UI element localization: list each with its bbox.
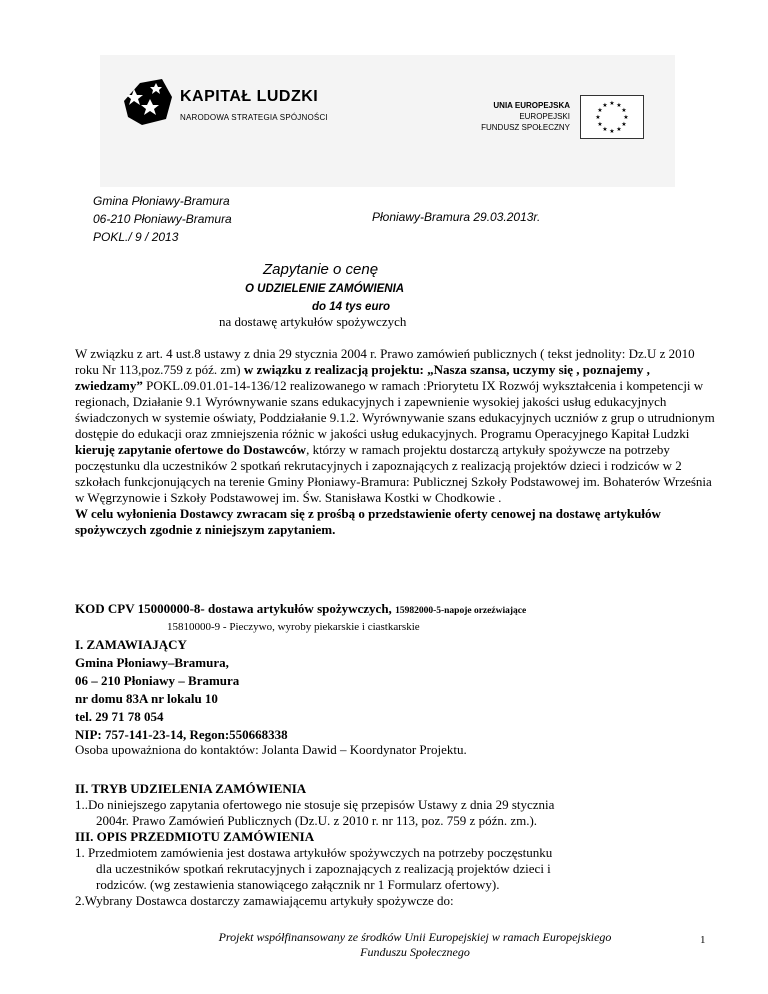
eu-flag-icon <box>580 95 644 139</box>
cpv-bakery: 15810000-9 - Pieczywo, wyroby piekarskie i ciastkarskie <box>167 621 420 633</box>
section2-heading: II. TRYB UDZIELENIA ZAMÓWIENIA <box>75 781 307 796</box>
sender-block <box>93 192 232 246</box>
svg-text:★: ★ <box>597 121 603 128</box>
body-text-1: W związku z art. 4 ust.8 ustawy z dnia 29 stycznia 2004 r. Prawo zamówień publicznych ( tekst jednolity: Dz.U z 2010 roku Nr 113,poz.759 z póź. zm) <box>75 346 695 377</box>
svg-text:★: ★ <box>597 107 603 114</box>
page-number: 1 <box>700 934 706 946</box>
title-sub1: O UDZIELENIE ZAMÓWIENIA <box>245 283 405 295</box>
title-sub3: na dostawę artykułów spożywczych <box>219 314 407 329</box>
body-request: kieruję zapytanie ofertowe do Dostawców <box>75 442 307 457</box>
section2-text1: 1..Do niniejszego zapytania ofertowego nie stosuje się przepisów Ustawy z dnia 29 stycznia <box>75 797 555 812</box>
svg-text:★: ★ <box>609 128 615 135</box>
svg-text:★: ★ <box>602 102 608 109</box>
body-text-3: , którzy w ramach projektu dostarczą artykuły spożywcze na potrzeby poczęstunku dla uczestników 2 spotkań rekrutacyjnych i zapoznających z realizacją projektów dzieci i rodziców w 2 szkołach funkcjonujących na terenie Gminy Płoniawy-Bramura: Publicznej Szkoły Podstawowej im. Bohaterów Września w Węgrzynowie i Szkoły Podstawowej im. Św. Stanisława Kostki w Chodkowie . <box>75 442 712 505</box>
section3-text1: 1. Przedmiotem zamówienia jest dostawa artykułów spożywczych na potrzeby poczęstunku <box>75 845 553 860</box>
body-text-2: POKL.09.01.01-14-136/12 realizowanego w ramach :Priorytetu IX Rozwój wykształcenia i kompetencji w regionach, Działanie 9.1 Wyrównywanie szans edukacyjnych i zapewnienie wysokiej jakości usług edukacyjnych świadczonych w systemie oświaty, Poddziałanie 9.1.2. Wyrównywanie szans edukacyjnych uczniów z grup o utrudnionym dostępie do edukacji oraz zmniejszenia różnic w jakości usług edukacyjnych. Programu Operacyjnego Kapitał Ludzki <box>75 378 715 441</box>
body-project-name: w związku z realizacją projektu: „Nasza szansa, uczymy się , poznajemy , zwiedzamy” <box>75 362 650 393</box>
body-request-offer: W celu wyłonienia Dostawcy zwracam się z prośbą o przedstawienie oferty cenowej na dostawę artykułów spożywczych zgodnie z niniejszym zapytaniem. <box>75 506 661 537</box>
kapital-ludzki-logo-icon <box>120 73 176 129</box>
body-paragraph <box>75 346 715 538</box>
authority-phone: tel. 29 71 78 054 <box>75 709 164 724</box>
logo-subtitle: NARODOWA STRATEGIA SPÓJNOŚCI <box>180 113 328 122</box>
sections-2-3 <box>75 781 725 909</box>
sender-line1: Gmina Płoniawy-Bramura <box>93 194 230 208</box>
section3-heading: III. OPIS PRZEDMIOTU ZAMÓWIENIA <box>75 829 315 844</box>
svg-text:★: ★ <box>621 121 627 128</box>
cpv-codes <box>75 601 725 635</box>
contracting-authority <box>75 636 288 744</box>
sender-line2: 06-210 Płoniawy-Bramura <box>93 212 232 226</box>
svg-text:★: ★ <box>616 126 622 133</box>
eu-label-line1: UNIA EUROPEJSKA <box>493 101 570 110</box>
cpv-drinks: 15982000-5-napoje orzeźwiające <box>395 606 527 616</box>
title-sub2: do 14 tys euro <box>312 301 390 313</box>
sender-line3: POKL./ 9 / 2013 <box>93 230 179 244</box>
section2-text2: 2004r. Prawo Zamówień Publicznych (Dz.U. z 2010 r. nr 113, poz. 759 z późn. zm.). <box>96 813 538 828</box>
contact-person: Osoba upoważniona do kontaktów: Jolanta Dawid – Koordynator Projektu. <box>75 742 467 757</box>
authority-address: nr domu 83A nr lokalu 10 <box>75 691 218 706</box>
authority-postal: 06 – 210 Płoniawy – Bramura <box>75 673 240 688</box>
svg-text:★: ★ <box>595 114 601 121</box>
cpv-main: KOD CPV 15000000-8- dostawa artykułów spożywczych, <box>75 601 396 616</box>
svg-text:★: ★ <box>616 102 622 109</box>
eu-label-block <box>460 100 570 133</box>
svg-text:★: ★ <box>621 107 627 114</box>
section3-text4: 2.Wybrany Dostawca dostarczy zamawiającemu artykuły spożywcze do: <box>75 893 454 908</box>
svg-text:★: ★ <box>609 100 615 107</box>
section3-text3: rodziców. (wg zestawienia stanowiącego załącznik nr 1 Formularz ofertowy). <box>96 877 500 892</box>
authority-ids: NIP: 757-141-23-14, Regon:550668338 <box>75 727 288 742</box>
eu-label-line3: FUNDUSZ SPOŁECZNY <box>481 123 570 132</box>
authority-name: Gmina Płoniawy–Bramura, <box>75 655 229 670</box>
svg-text:★: ★ <box>623 114 629 121</box>
section3-text2: dla uczestników spotkań rekrutacyjnych i zapoznających z realizacją projektów dzieci i <box>96 861 551 876</box>
section1-heading: I. ZAMAWIAJĄCY <box>75 637 187 652</box>
footer-line2: Funduszu Społecznego <box>360 945 470 959</box>
place-date: Płoniawy-Bramura 29.03.2013r. <box>372 210 541 224</box>
page-footer <box>0 930 735 960</box>
header-logo-band <box>100 55 675 187</box>
logo-title: KAPITAŁ LUDZKI <box>180 88 319 105</box>
svg-text:★: ★ <box>602 126 608 133</box>
eu-label-line2: EUROPEJSKI <box>519 112 570 121</box>
footer-line1: Projekt współfinansowany ze środków Unii Europejskiej w ramach Europejskiego <box>218 930 612 944</box>
document-title: Zapytanie o cenę <box>263 261 379 278</box>
